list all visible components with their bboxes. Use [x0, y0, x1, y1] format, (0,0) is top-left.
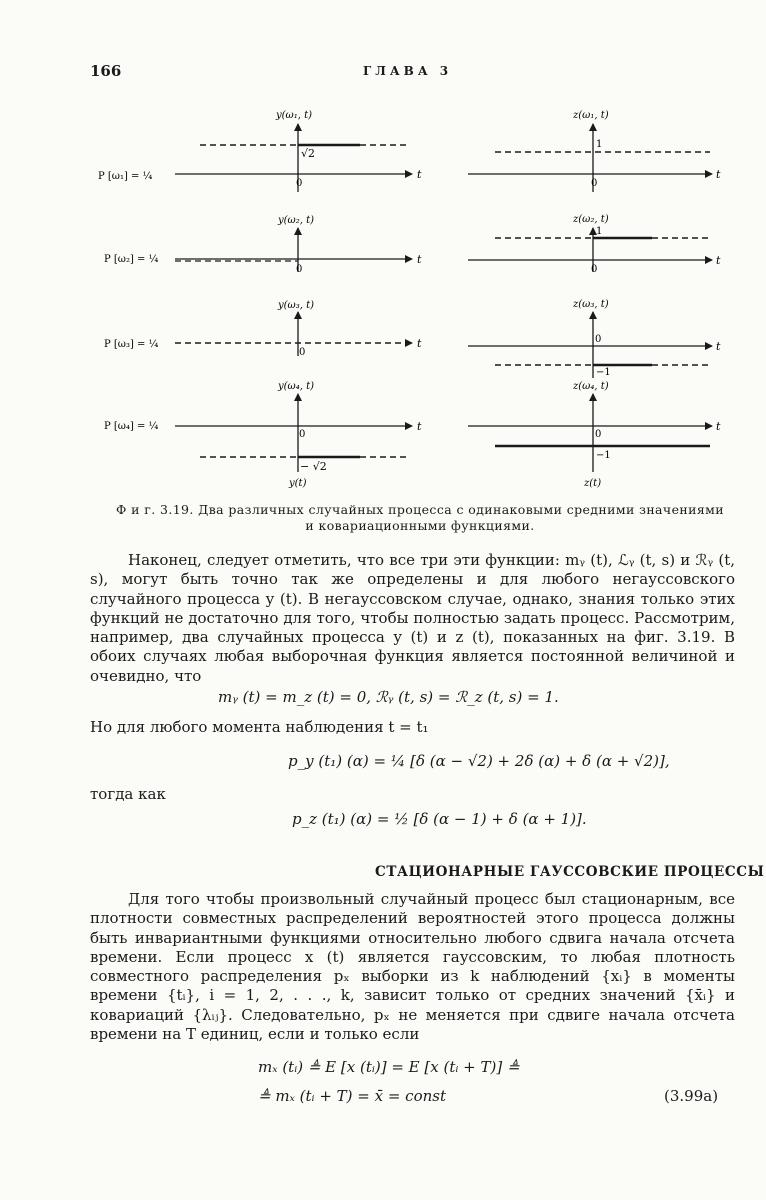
- left-t-label-4: t: [417, 420, 422, 433]
- right-origin-4: 0: [595, 429, 602, 440]
- left-bottom-label: y(t): [289, 478, 307, 489]
- right-axis-label-2: z(ω₂, t): [573, 214, 609, 225]
- right-t-label-3: t: [716, 340, 721, 353]
- equation-mean-const: ≜ mₓ (tᵢ + T) = x̄ = const: [258, 1087, 446, 1105]
- right-axis-label-1: z(ω₁, t): [573, 110, 609, 121]
- page-number: 166: [90, 62, 122, 80]
- equation-number: (3.99a): [664, 1087, 719, 1105]
- right-t-label-1: t: [716, 168, 721, 181]
- left-axis-label-1: y(ω₁, t): [276, 110, 312, 121]
- equation-py: p_y (t₁) (α) = ¼ [δ (α − √2) + 2δ (α) + δ (α + √2)],: [288, 752, 670, 770]
- left-axis-label-4: y(ω₄, t): [278, 381, 314, 392]
- running-title: ГЛАВА 3: [363, 64, 453, 78]
- right-level-label-1: 1: [596, 139, 603, 150]
- prob-label-4: P [ω₄] = ¼: [104, 421, 159, 432]
- left-level-label-4: − √2: [300, 460, 327, 473]
- left-t-label-2: t: [417, 253, 422, 266]
- paragraph-1: Наконец, следует отметить, что все три эти функции: mᵧ (t), ℒᵧ (t, s) и ℛᵧ (t, s), могут быть точно так же определены и для любого негауссовского случайного процесса y (t). В негауссовском случае, однако, знания только этих функций не достаточно для того, чтобы полностью задать процесс. Рассмотрим, например, два случайных процесса y (t) и z (t), показанных на фиг. 3.19. В обоих случаях любая выборочная функция является постоянной величиной и очевидно, что: [90, 551, 735, 685]
- right-level-label-2: 1: [596, 226, 603, 237]
- page-header: [0, 60, 766, 80]
- caption-line-1: Ф и г. 3.19. Два различных случайных процесса с одинаковыми средними значениями: [116, 502, 724, 517]
- left-t-label-1: t: [417, 168, 422, 181]
- right-level-label-3: −1: [596, 367, 611, 378]
- left-level-label-1: √2: [301, 147, 316, 160]
- left-t-label-3: t: [417, 337, 422, 350]
- right-axis-label-4: z(ω₄, t): [573, 381, 609, 392]
- right-bottom-label: z(t): [584, 478, 602, 489]
- figure-3-19: [0, 100, 766, 496]
- left-axis-label-3: y(ω₃, t): [278, 300, 314, 311]
- paragraph-4: Для того чтобы произвольный случайный процесс был стационарным, все плотности совместных распределений вероятностей этого процесса должны быть инвариантными функциями относительно любого сдвига начала отсчета времени. Если процесс x (t) является гауссовским, то любая плотность совместного распределения pₓ выборки из k наблюдений {xᵢ} в моменты времени {tᵢ}, i = 1, 2, . . ., k, зависит только от средних значений {x̄ᵢ} и ковариаций {λᵢⱼ}. Следовательно, pₓ не меняется при сдвиге начала отсчета времени на T единиц, если и только если: [90, 890, 735, 1044]
- right-t-label-2: t: [716, 254, 721, 267]
- right-origin-2: 0: [591, 264, 598, 275]
- right-origin-3: 0: [595, 334, 602, 345]
- right-origin-1: 0: [591, 178, 598, 189]
- right-t-label-4: t: [716, 420, 721, 433]
- section-title: СТАЦИОНАРНЫЕ ГАУССОВСКИЕ ПРОЦЕССЫ: [375, 864, 765, 880]
- prob-label-3: P [ω₃] = ¼: [104, 339, 159, 350]
- right-axis-label-3: z(ω₃, t): [573, 299, 609, 310]
- prob-label-1: P [ω₁] = ¼: [98, 171, 153, 182]
- left-origin-3: 0: [299, 347, 306, 358]
- left-axis-label-2: y(ω₂, t): [278, 215, 314, 226]
- prob-label-2: P [ω₂] = ¼: [104, 254, 159, 265]
- paragraph-3: тогда как: [90, 785, 166, 803]
- caption-line-2: и ковариационными функциями.: [305, 518, 535, 533]
- left-origin-1: 0: [296, 178, 303, 189]
- left-origin-4: 0: [299, 429, 306, 440]
- figure-caption: [100, 502, 740, 534]
- left-origin-2: 0: [296, 264, 303, 275]
- right-level-label-4: −1: [596, 450, 611, 461]
- equation-mean-def: mₓ (tᵢ) ≜ E [x (tᵢ)] = E [x (tᵢ + T)] ≜: [258, 1058, 520, 1076]
- equation-means: mᵧ (t) = m_z (t) = 0, ℛᵧ (t, s) = ℛ_z (t, s) = 1.: [218, 688, 559, 706]
- paragraph-2: Но для любого момента наблюдения t = t₁: [90, 718, 429, 736]
- equation-pz: p_z (t₁) (α) = ½ [δ (α − 1) + δ (α + 1)].: [292, 810, 587, 828]
